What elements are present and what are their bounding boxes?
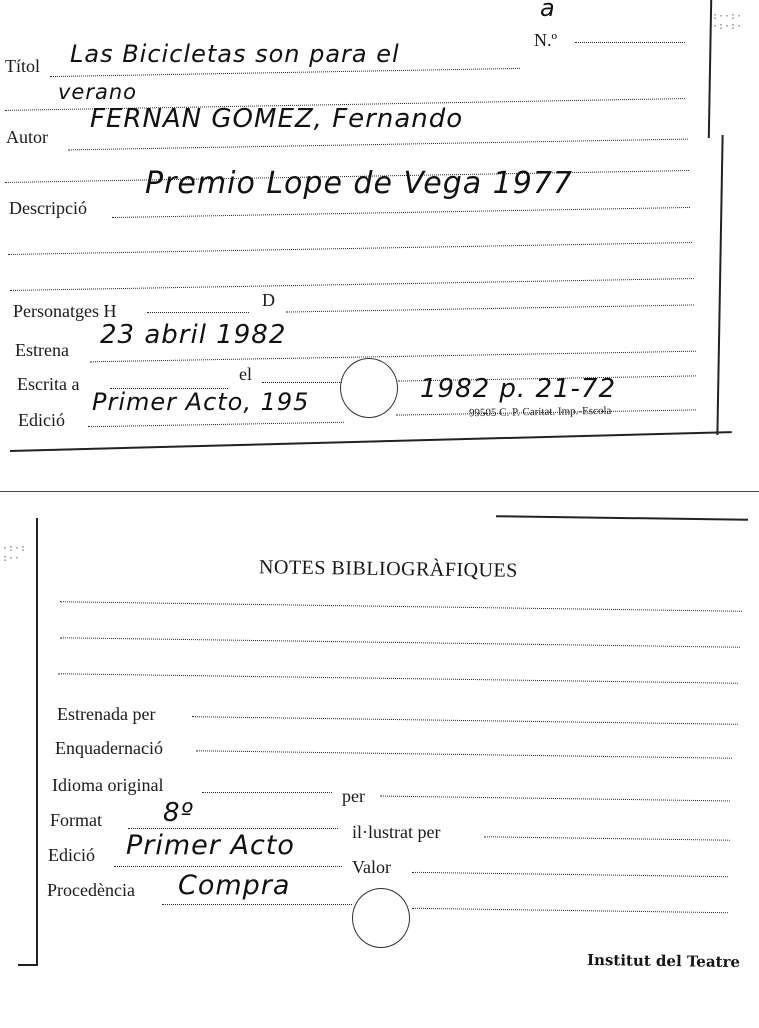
autor-value: FERNAN GOMEZ, Fernando: [90, 104, 464, 134]
edicio-back-label: Edició: [48, 845, 95, 865]
titol-label: Títol: [5, 56, 40, 76]
blank-line-2: [8, 242, 692, 255]
punch-hole-front: [340, 358, 398, 418]
idioma-per-label: per: [342, 786, 365, 806]
personatges-d-label: D: [262, 290, 275, 310]
format-label: Format: [50, 810, 102, 830]
notes-heading: NOTES BIBLIOGRÀFIQUES: [258, 556, 518, 582]
valor-label: Valor: [352, 857, 391, 877]
card-front-right-edge-lower: [716, 135, 723, 435]
edicio-back-line: [114, 866, 342, 867]
escrita-label: Escrita a: [17, 374, 80, 394]
personatges-label: Personatges H: [13, 301, 117, 321]
card-back-left-edge: [36, 518, 38, 964]
descripcio-value: Premio Lope de Vega 1977: [145, 166, 574, 201]
procedencia-value: Compra: [178, 870, 291, 901]
scan-noise-top-right: :··:· ·:·:·: [712, 11, 743, 32]
card-back-bottom-edge: [18, 964, 38, 966]
estrenada-label: Estrenada per: [57, 704, 156, 724]
estrena-line: [90, 351, 696, 363]
notes-line-1: [60, 601, 742, 612]
estrenada-line: [192, 716, 738, 725]
autor-line: [68, 139, 688, 151]
valor-line: [412, 872, 728, 877]
idioma-label: Idioma original: [52, 775, 164, 795]
titol-correction: a: [540, 0, 556, 22]
edicio-value-1: Primer Acto, 195: [92, 388, 310, 416]
descripcio-line: [112, 207, 690, 218]
numero-line: [575, 42, 685, 43]
card-front-bottom-edge: [10, 431, 732, 451]
procedencia-line-2: [412, 908, 728, 913]
procedencia-line: [162, 904, 352, 905]
personatges-h-line: [147, 312, 249, 313]
numero-label: N.º: [534, 30, 558, 50]
format-line: [128, 828, 338, 829]
idioma-per-line: [380, 796, 730, 802]
descripcio-label: Descripció: [9, 198, 87, 218]
printer-imprint: 99505 C. P. Caritat. Imp.-Escola: [468, 404, 612, 420]
institution-name: Institut del Teatre: [586, 950, 741, 972]
notes-line-2: [60, 637, 740, 647]
procedencia-label: Procedència: [47, 880, 135, 900]
escrita-el-label: el: [239, 364, 252, 384]
enquadernacio-label: Enquadernació: [55, 738, 163, 758]
estrena-label: Estrena: [15, 340, 69, 360]
estrena-value: 23 abril 1982: [100, 320, 287, 350]
enquadernacio-line: [196, 750, 732, 758]
illustrat-label: il·lustrat per: [352, 822, 441, 842]
format-value: 8º: [163, 798, 194, 828]
edicio-line: [88, 422, 344, 427]
titol-value-1: Las Bicicletas son para el: [70, 40, 400, 68]
edicio-label: Edició: [18, 410, 65, 430]
idioma-line: [202, 792, 332, 793]
titol-line: [50, 68, 520, 77]
personatges-d-line: [286, 304, 694, 312]
escrita-el-line: [262, 382, 342, 383]
scan-separator: [0, 491, 759, 492]
scan-noise-left: ·:·: :··: [2, 543, 27, 564]
illustrat-line: [484, 836, 730, 840]
notes-line-3: [58, 673, 738, 683]
blank-line-3: [10, 278, 694, 291]
edicio-back-value: Primer Acto: [126, 830, 295, 861]
card-back-top-edge: [496, 515, 748, 520]
edicio-value-2: 1982 p. 21-72: [420, 374, 617, 404]
autor-label: Autor: [6, 127, 48, 147]
punch-hole-back: [352, 888, 410, 948]
titol-value-2: verano: [58, 80, 138, 104]
